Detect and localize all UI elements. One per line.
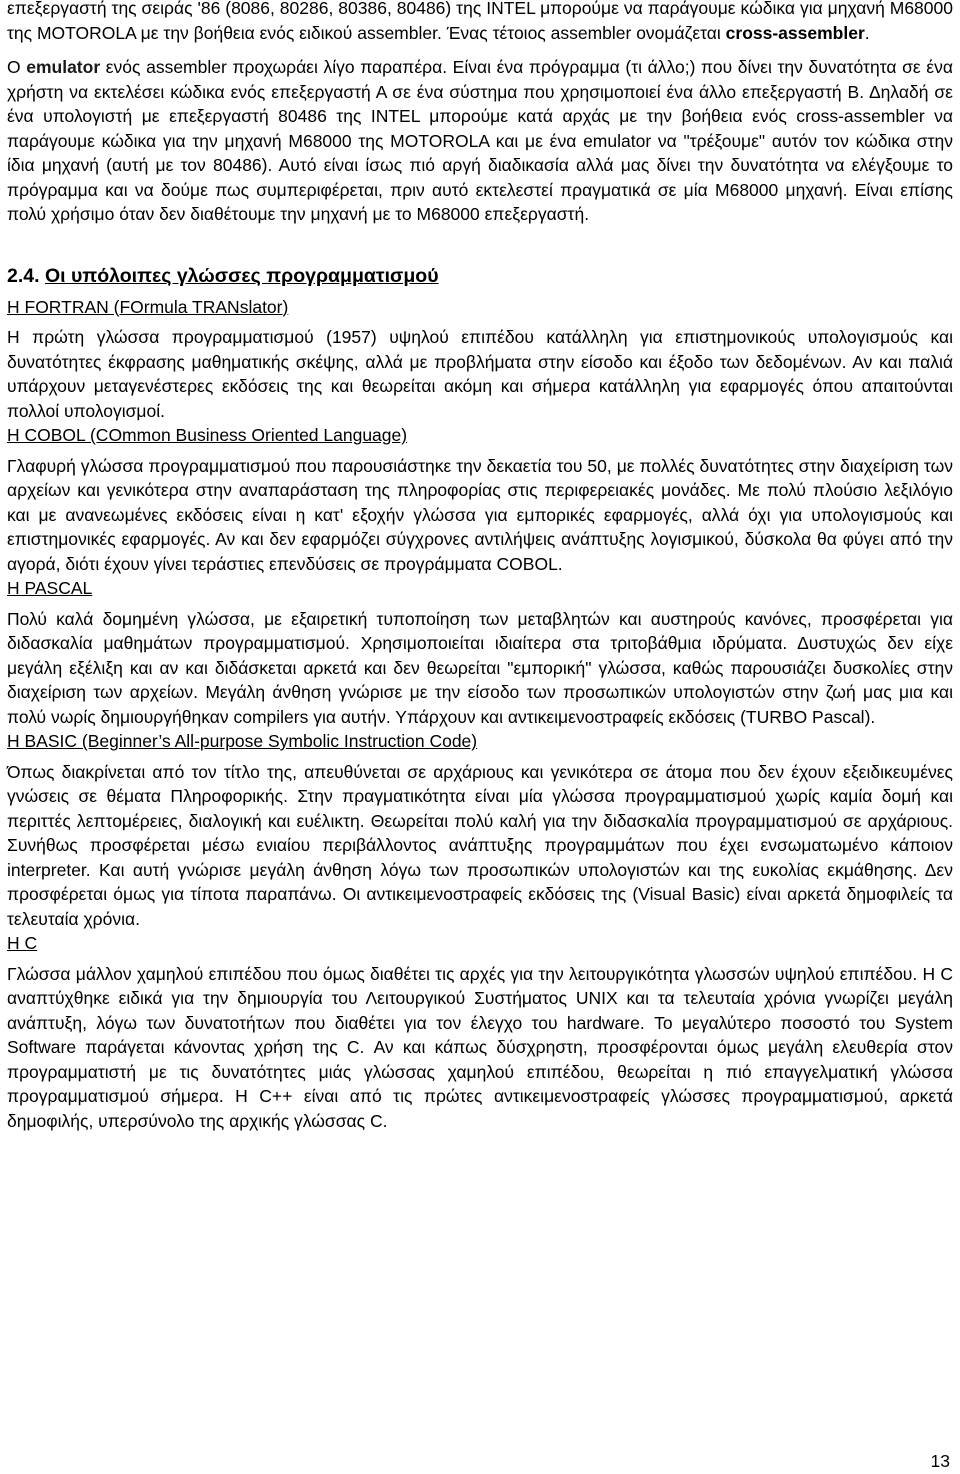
language-text-pascal: Πολύ καλά δομημένη γλώσσα, με εξαιρετική τυποποίηση των μεταβλητών και αυστηρούς κανόνες, προσφέρεται για διδασκαλία μαθημάτων προγραμματισμού. Χρησιμοποιείται ιδιαίτερα στα τριτοβάθμια ιδρύματα. Δυστυχώς δεν είχε μεγάλη εξέλιξη και αν και διδάσκεται αρκετά και δεν θεωρείται "εμπορική" γλώσσα, καθώς παρουσιάζει δυσκολίες στην διαχείριση των αρχείων. Μεγάλη άνθηση γνώρισε με την είσοδο των προσωπικών υπολογιστών στην ζωή μας μια και πολύ νωρίς δημιουργήθηκαν compilers για αυτήν. Υπάρχουν και αντικειμενοστραφείς εκδόσεις (TURBO Pascal).	[7, 608, 953, 727]
term-cross-assembler: cross-assembler	[725, 22, 865, 43]
language-title-cobol: Η COBOL (COmmon Business Oriented Language)	[7, 425, 408, 445]
page-number: 13	[930, 1451, 950, 1471]
section-heading	[7, 261, 953, 291]
emulator-text: ενός assembler προχωράει λίγο παραπέρα. Είναι ένα πρόγραμμα (τι άλλο;) που δίνει την δυνατότητα σε ένα χρήστη να εκτελέσει κώδικα ενός επεξεργαστή Α σε ένα σύστημα που χρησιμοποιεί ένα άλλο επεξεργαστή Β. Δηλαδή σε ένα υπολογιστή με επεξεργαστή 80486 της INTEL μπορούμε κατά αρχάς με την βοήθεια ενός cross-assembler να παράγουμε κώδικα για την μηχανή M68000 της MOTOROLA και με ένα emulator να "τρέξουμε" αυτόν τον κώδικα στην ίδια μηχανή (αυτή με τον 80486). Αυτό είναι ίσως πιό αργή διαδικασία αλλά μας δίνει την δυνατότητα να ελέγξουμε το πρόγραμμα και να δούμε πως συμπεριφέρεται, πριν αυτό εκτελεστεί πραγματικά σε μία M68000 μηχανή. Είναι επίσης πολύ χρήσιμο όταν δεν διαθέτουμε την μηχανή με το M68000 επεξεργαστή.	[7, 57, 953, 224]
section-number: 2.4.	[7, 264, 40, 287]
language-title-fortran: Η FORTRAN (FOrmula TRANslator)	[7, 296, 289, 317]
document-page	[7, 0, 953, 1133]
emulator-prefix: O	[7, 57, 27, 77]
term-emulator: emulator	[26, 57, 101, 77]
intro-paragraph-emulator	[7, 55, 953, 227]
language-text-c: Γλώσσα μάλλον χαμηλού επιπέδου που όμως διαθέτει τις αρχές για την λειτουργικότητα γλωσσών υψηλού επιπέδου. Η C αναπτύχθηκε ειδικά για την δημιουργία του Λειτουργικού Συστήματος UNIX και τα τελευταία χρόνια γνωρίζει μεγάλη ανάπτυξη, λόγω των δυνατοτήτων που διαθέτει για τον έλεγχο του hardware. Το μεγαλύτερο ποσοστό του System Software παράγεται κάνοντας χρήση της C. Αν και κάπως δύσχρηστη, προσφέρονται όμως μεγάλη ελευθερία στον προγραμματιστή με τις δυνατότητες μιάς γλώσσας χαμηλού επιπέδου, θεωρείται η πιό επαγγελματική γλώσσα προγραμματισμού σήμερα. Η C++ είναι από τις πρώτες αντικειμενοστραφείς γλώσσες προγραμματισμού, αρκετά δημοφιλής, υπερσύνολο της αρχικής γλώσσας C.	[7, 963, 953, 1131]
language-title-basic: Η BASIC (Beginner’s All-purpose Symbolic Instruction Code)	[7, 731, 478, 751]
language-text-fortran: Η πρώτη γλώσσα προγραμματισμού (1957) υψηλού επιπέδου κατάλληλη για επιστημονικούς υπολογισμούς και δυνατότητες έκφρασης μαθηματικής σκέψης, αλλά με προβλήματα στην είσοδο και έξοδο των δεδομένων. Αν και παλιά υπάρχουν μεταγενέστερες εκδόσεις της και θεωρείται ακόμη και σήμερα κατάλληλη για εφαρμογές όπου απαιτούνται πολλοί υπολογισμοί.	[7, 327, 953, 421]
language-title-c: Η C	[7, 933, 38, 953]
language-title-pascal: Η PASCAL	[7, 578, 93, 598]
section-title: Οι υπόλοιπες γλώσσες προγραμματισμού	[44, 264, 439, 287]
intro-text: επεξεργαστή της σειράς '86 (8086, 80286, 80386, 80486) της INTEL μπορούμε να παράγουμε κώδικα για μηχανή M68000 της MOTOROLA με την βοήθεια ενός ειδικού assembler. Ένας τέτοιος assembler ονομάζεται	[7, 0, 953, 43]
language-text-basic: Όπως διακρίνεται από τον τίτλο της, απευθύνεται σε αρχάριους και γενικότερα σε άτομα που δεν έχουν εξειδικευμένες γνώσεις σε θέματα Πληροφορικής. Στην πραγματικότητα είναι μία γλώσσα προγραμματισμού χωρίς καμία δομή και περιττές λεπτομέρειες, διαλογική και ευέλικτη. Θεωρείται πολύ καλή για την διδασκαλία προγραμματισμού σε αρχάριους. Συνήθως προσφέρεται μέσω ενιαίου περιβάλλοντος ανάπτυξης προγραμμάτων που έχει ενσωματωμένο κάποιον interpreter. Και αυτή γνώρισε μεγάλη άνθηση λόγω των προσωπικών υπολογιστών και της ευκολίας εκμάθησης. Δεν προσφέρεται όμως για τίποτα παραπάνω. Οι αντικειμενοστραφείς εκδόσεις της (Visual Basic) είναι αρκετά δημοφιλείς τα τελευταία χρόνια.	[7, 761, 953, 929]
language-text-cobol: Γλαφυρή γλώσσα προγραμματισμού που παρουσιάστηκε την δεκαετία του 50, με πολλές δυνατότητες στην διαχείριση των αρχείων και γενικότερα στην αναπαράσταση της πληροφορίας στις περιφερειακές μονάδες. Με πολύ πλούσιο λεξιλόγιο και με ανανεωμένες εκδόσεις είναι η κατ' εξοχήν γλώσσα για εμπορικές εφαρμογές, αλλά όχι για υπολογισμούς και επιστημονικές εφαρμογές. Αν και δεν εφαρμόζει σύγχρονες αντιλήψεις ανάπτυξης λογισμικού, δύσκολα θα φύγει από την αγορά, διότι έχουν γίνει τεράστιες επενδύσεις σε προγράμματα COBOL.	[7, 455, 953, 574]
intro-paragraph-cross-assembler	[7, 0, 953, 45]
intro-text-end: .	[864, 22, 870, 43]
